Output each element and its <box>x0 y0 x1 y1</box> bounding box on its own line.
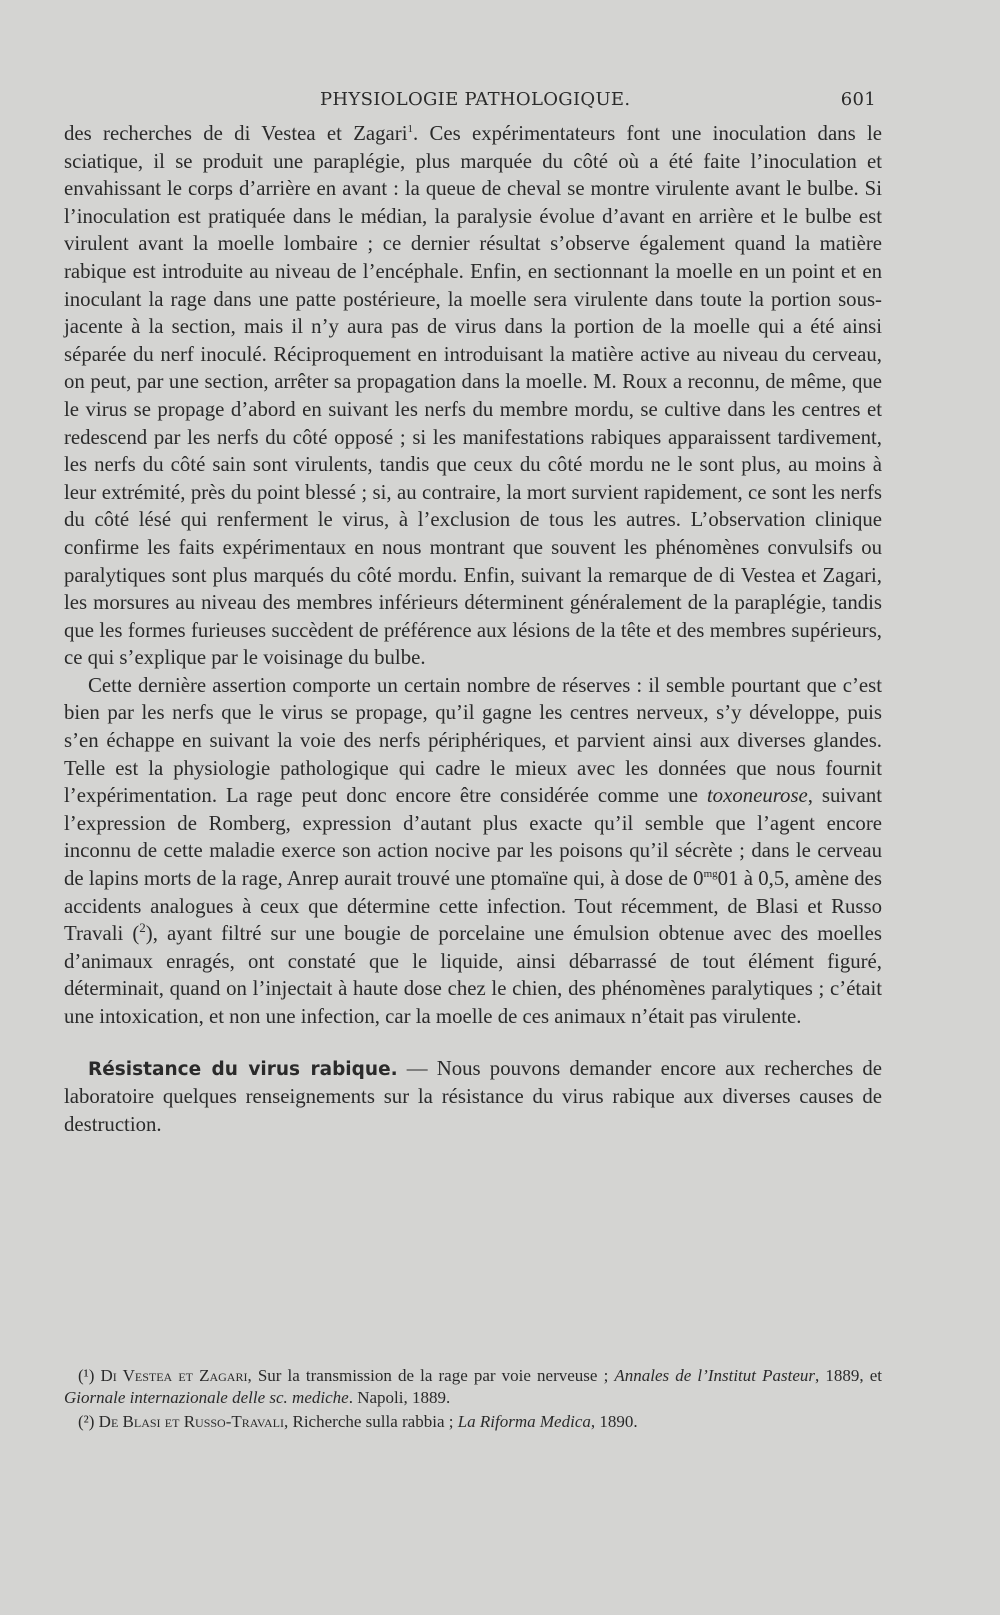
footnote-2-journal: La Riforma Medica <box>457 1412 591 1431</box>
footnote-2-marker: (²) <box>78 1412 95 1431</box>
footnote-1 <box>64 1365 882 1409</box>
footnote-1-journal: Annales de l’Institut Pasteur <box>614 1366 815 1385</box>
italic-term: toxoneurose <box>706 784 808 808</box>
paragraph-2-text-d: ), ayant filtré sur une bougie de porcelaine une émulsion obtenue avec des moelles d’animaux enragés, ont constaté que le liquide, ainsi débarrassé de tout élément figuré, déterminait, quand on l’injectait à haute dose chez le chien, des phénomènes paralytiques ; c’était une intoxication, et non une infection, car la moelle de ces animaux n’était pas virulente. <box>64 922 882 1028</box>
footnote-ref-1[interactable]: 1 <box>407 123 413 136</box>
unit-superscript: mg <box>703 868 718 881</box>
paragraph-1 <box>64 120 882 672</box>
paragraph-1-text-a: des recherches de di Vestea et Zagari <box>64 122 408 145</box>
footnote-2 <box>64 1411 882 1433</box>
paragraph-2-text-a: Cette dernière assertion comporte un certain nombre de réserves : il semble pourtant que c’est bien par les nerfs que le virus se propage, qu’il gagne les centres nerveux, s’y développe, puis s’en échappe en suivant la voie des nerfs périphériques, et parvient ainsi aux diverses glandes. Telle est la physiologie pathologique qui cadre le mieux avec les données que nous fournit l’expérimentation. La rage peut donc encore être considérée comme une <box>64 673 882 808</box>
footnotes <box>64 1365 882 1435</box>
footnote-ref-2[interactable]: 2 <box>139 920 146 936</box>
footnote-2-authors: De Blasi et Russo-Travali <box>98 1412 284 1431</box>
running-header <box>64 86 876 114</box>
running-title: PHYSIOLOGIE PATHOLOGIQUE. <box>320 89 631 110</box>
footnote-2-end: , 1890. <box>590 1412 638 1431</box>
paragraph-1-text-b: . Ces expérimentateurs font une inoculation dans le sciatique, il se produit une paraplégie, plus marquée du côté où a été faite l’inoculation et envahissant le corps d’arrière en avant : la queue de cheval se montre virulente avant le bulbe. Si l’inoculation est pratiquée dans le médian, la paralysie évolue d’avant en arrière et le bulbe est virulent avant la moelle lombaire ; ce dernier résultat s’observe également quand la matière rabique est introduite au niveau de l’encéphale. Enfin, en sectionnant la moelle en un point et en inoculant la rage dans une patte postérieure, la moelle sera virulente dans toute la portion sous-jacente à la section, mais il n’y aura pas de virus dans la portion de la moelle qui a été ainsi séparée du nerf inoculé. Réciproquement en introduisant la matière active au niveau du cerveau, on peut, par une section, arrêter sa propagation dans la moelle. M. Roux a reconnu, de même, que le virus se propage d’abord en suivant les nerfs du membre mordu, se cultive dans les centres et redescend par les nerfs du côté opposé ; si les manifestations rabiques apparaissent tardivement, les nerfs du côté sain sont virulents, tandis que ceux du côté mordu ne le sont plus, au moins à leur extrémité, près du point blessé ; si, au contraire, la mort survient rapidement, ce sont les nerfs du côté lésé qui renferment le virus, à l’exclusion de tous les autres. L’observation clinique confirme les faits expérimentaux en nous montrant que souvent les phénomènes convulsifs ou paralytiques sont plus marqués du côté mordu. Enfin, suivant la remarque de di Vestea et Zagari, les morsures au niveau des membres inférieurs déterminent généralement de la paraplégie, tandis que les formes furieuses succèdent de préférence aux lésions de la tête et des membres supérieurs, ce qui s’explique par le voisinage du bulbe. <box>64 122 882 670</box>
paragraph-2-text-b: , suivant l’expression de Romberg, expression d’autant plus exacte qu’il semble que l’agent encore inconnu de cette maladie exerce son action nocive par les poisons qu’il sécrète ; dans le cerveau de lapins morts de la rage, Anrep aurait trouvé une ptomaïne qui, à dose de 0 <box>64 784 882 891</box>
section-heading: Résistance du virus rabique. <box>88 1058 398 1080</box>
page-number: 601 <box>840 89 876 110</box>
footnote-1-marker: (¹) <box>78 1366 95 1385</box>
footnote-1-authors: Di Vestea et Zagari <box>100 1366 248 1385</box>
footnote-1-end: . Napoli, 1889. <box>348 1388 451 1407</box>
footnote-1-journal-2: Giornale internazionale delle sc. mediche <box>64 1388 349 1407</box>
footnote-1-text: , Sur la transmission de la rage par voie nerveuse ; <box>247 1366 609 1385</box>
footnote-2-text: , Richerche sulla rabbia ; <box>284 1412 454 1431</box>
section-text: — Nous pouvons demander encore aux recherches de laboratoire quelques renseignements sur la résistance du virus rabique aux diverses causes de destruction. <box>64 1056 882 1136</box>
main-text <box>64 120 882 1138</box>
paragraph-2 <box>64 672 882 1031</box>
paragraph-2-text-c: 01 à 0,5, amène des accidents analogues à ceux que détermine cette infection. Tout récemment, de Blasi et Russo Travali ( <box>64 867 883 946</box>
footnote-1-mid: , 1889, et <box>814 1366 882 1385</box>
section-paragraph <box>64 1055 882 1139</box>
